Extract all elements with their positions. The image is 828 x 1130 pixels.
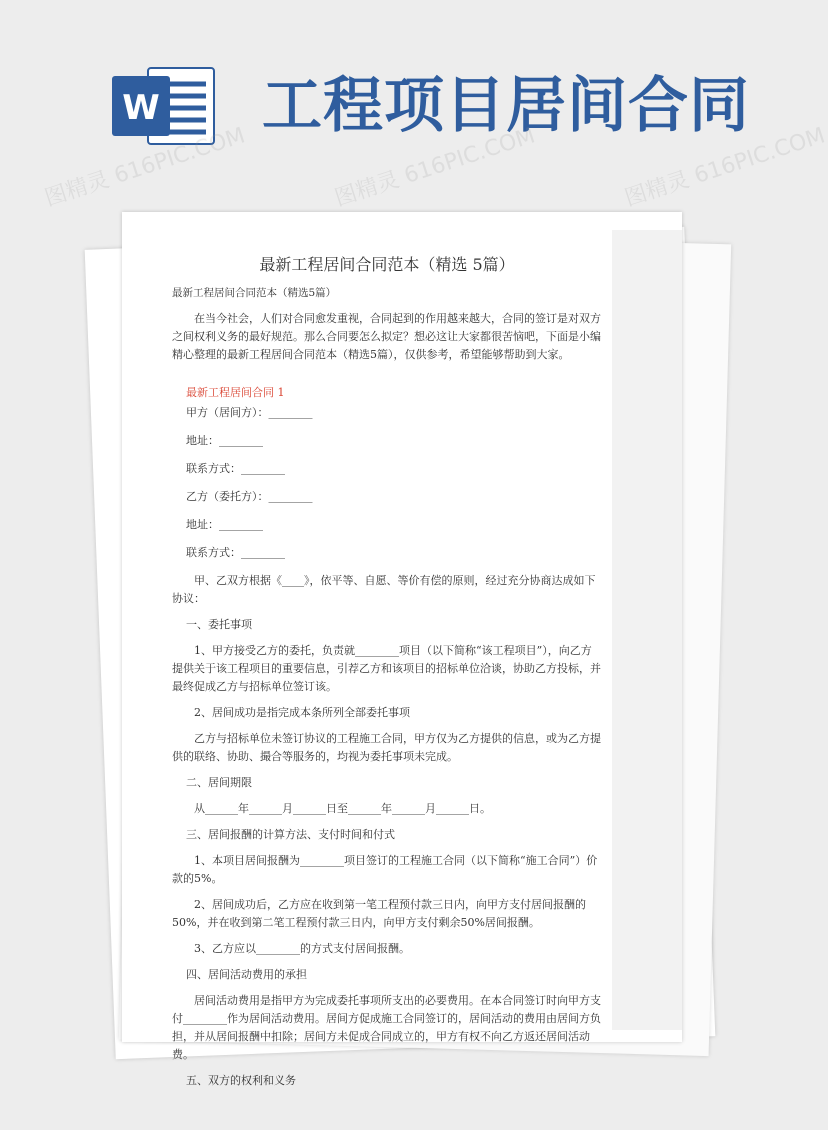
clause: 居间活动费用是指甲方为完成委托事项所支出的必要费用。在本合同签订时向甲方支付________作为居间活动费用。居间方促成施工合同签订的，居间活动的费用由居间方负担，并从居间报酬中扣除；居间方未促成合同成立的，甲方有权不向乙方返还居间活动费。 xyxy=(172,994,601,1061)
document-body xyxy=(172,256,602,1098)
party-b: 乙方（委托方）：________ xyxy=(186,490,313,503)
svg-text:W: W xyxy=(122,88,160,128)
intro-paragraph: 在当今社会，人们对合同愈发重视，合同起到的作用越来越大，合同的签订是对双方之间权利义务的最好规范。那么合同要怎么拟定？想必这让大家都很苦恼吧，下面是小编精心整理的最新工程居间合同范本（精选5篇），仅供参考，希望能够帮助到大家。 xyxy=(172,312,601,361)
address-b: 地址：________ xyxy=(186,518,263,531)
word-icon xyxy=(110,62,220,150)
contact-a: 联系方式：________ xyxy=(186,462,285,475)
watermark: 图精灵 616PIC.COM xyxy=(621,123,828,212)
clause: 1、本项目居间报酬为________项目签订的工程施工合同（以下简称“施工合同”）价款的5%。 xyxy=(172,854,598,885)
section-title: 一、委托事项 xyxy=(186,618,252,631)
clause: 2、居间成功后，乙方应在收到第一笔工程预付款三日内，向甲方支付居间报酬的50%，并在收到第二笔工程预付款三日内，向甲方支付剩余50%居间报酬。 xyxy=(172,898,586,929)
watermark: 图精灵 616PIC.COM xyxy=(41,123,249,212)
preamble: 甲、乙双方根据《____》，依平等、自愿、等价有偿的原则，经过充分协商达成如下协议： xyxy=(172,574,596,605)
document-page xyxy=(122,212,682,1087)
doc-subtitle: 最新工程居间合同范本（精选5篇） xyxy=(172,287,337,299)
contact-b: 联系方式：________ xyxy=(186,546,285,559)
watermark: 图精灵 616PIC.COM xyxy=(331,123,539,212)
page-title: 工程项目居间合同 xyxy=(262,71,750,141)
address-a: 地址：________ xyxy=(186,434,263,447)
section-heading: 最新工程居间合同 1 xyxy=(186,386,285,399)
clause: 2、居间成功是指完成本条所列全部委托事项 xyxy=(194,706,410,719)
clause: 1、甲方接受乙方的委托，负责就________项目（以下简称“该工程项目”），向乙方提供关于该工程项目的重要信息，引荐乙方和该项目的招标单位洽谈，协助乙方投标，并最终促成乙方与招标单位签订该。 xyxy=(172,644,601,693)
clause: 从______年______月______日至______年______月______日。 xyxy=(194,802,491,815)
party-a: 甲方（居间方）：________ xyxy=(186,406,313,419)
section-title: 三、居间报酬的计算方法、支付时间和付式 xyxy=(186,828,395,841)
banner xyxy=(0,0,800,200)
section-title: 二、居间期限 xyxy=(186,776,252,789)
page-margin-strip xyxy=(612,230,682,1030)
clause: 乙方与招标单位未签订协议的工程施工合同，甲方仅为乙方提供的信息，或为乙方提供的联络、协助、撮合等服务的，均视为委托事项未完成。 xyxy=(172,732,601,763)
doc-title: 最新工程居间合同范本（精选 5篇） xyxy=(259,255,515,274)
clause: 3、乙方应以________的方式支付居间报酬。 xyxy=(194,942,410,955)
section-title: 四、居间活动费用的承担 xyxy=(186,968,307,981)
section-title: 五、双方的权利和义务 xyxy=(186,1074,296,1087)
